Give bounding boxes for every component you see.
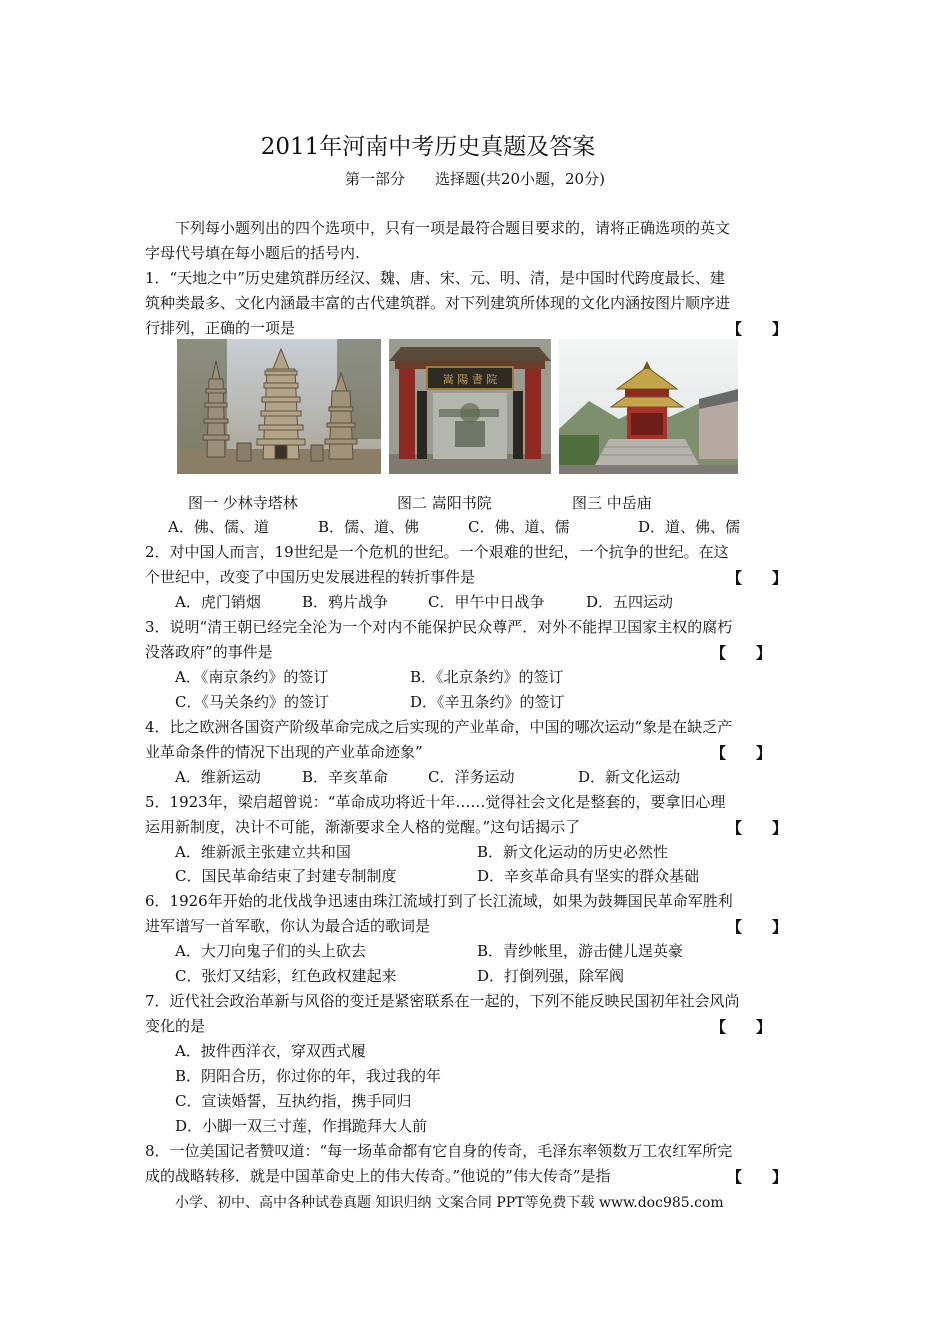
q5-option-b: B．新文化运动的历史必然性 <box>477 843 669 861</box>
q2-option-a: A．虎门销烟 <box>175 593 261 611</box>
q7-option-d: D．小脚一双三寸莲，作揖跪拜大人前 <box>175 1117 428 1135</box>
q4-option-b: B．辛亥革命 <box>302 768 389 786</box>
q2-option-d: D．五四运动 <box>586 593 674 611</box>
q3-option-d: D．《辛丑条约》的签订 <box>410 693 565 711</box>
q4-option-a: A．维新运动 <box>175 768 261 786</box>
page-title: 2011年河南中考历史真题及答案 <box>260 134 596 160</box>
q4-answer-bracket: 【 】 <box>711 744 772 762</box>
q3-line-2: 没落政府”的事件是 <box>145 643 273 661</box>
q6-line-1: 6．1926年开始的北伐战争迅速由珠江流域打到了长江流域，如果为鼓舞国民革命军胜利 <box>145 892 733 910</box>
q4-line-2: 业革命条件的情况下出现的产业革命迹象” <box>145 743 423 761</box>
q1-option-b: B．儒、道、佛 <box>318 518 420 536</box>
q5-line-1: 5．1923年，梁启超曾说：“革命成功将近十年……觉得社会文化是整套的，要拿旧心理 <box>145 793 726 811</box>
q8-line-1: 8．一位美国记者赞叹道：“每一场革命都有它自身的传奇，毛泽东率领数万工农红军所完 <box>145 1142 733 1160</box>
photo-zhongyue-temple <box>559 339 738 474</box>
q3-line-1: 3．说明“清王朝已经完全沦为一个对内不能保护民众尊严．对外不能捍卫国家主权的腐朽 <box>145 618 733 636</box>
q4-line-1: 4．比之欧洲各国资产阶级革命完成之后实现的产业革命，中国的哪次运动“象是在缺乏产 <box>145 718 733 736</box>
q5-answer-bracket: 【 】 <box>727 819 788 837</box>
q2-line-2: 个世纪中，改变了中国历史发展进程的转折事件是 <box>145 568 476 586</box>
q1-caption-1: 图一 少林寺塔林 <box>188 494 298 512</box>
q5-option-c: C．国民革命结束了封建专制制度 <box>175 867 397 885</box>
q3-option-b: B．《北京条约》的签订 <box>410 668 564 686</box>
q8-answer-bracket: 【 】 <box>727 1168 788 1186</box>
photo-songyang-academy <box>389 339 551 474</box>
q2-option-b: B．鸦片战争 <box>302 593 389 611</box>
q2-answer-bracket: 【 】 <box>727 569 788 587</box>
instructions-line-1: 下列每小题列出的四个选项中，只有一项是最符合题目要求的，请将正确选项的英文 <box>175 219 731 237</box>
q4-option-d: D．新文化运动 <box>578 768 681 786</box>
q1-caption-3: 图三 中岳庙 <box>572 494 652 512</box>
q7-answer-bracket: 【 】 <box>711 1018 772 1036</box>
instructions-line-2: 字母代号填在每小题后的括号内. <box>145 244 360 262</box>
q6-option-c: C．张灯又结彩，红色政权建起来 <box>175 967 397 985</box>
q6-option-d: D．打倒列强，除军阀 <box>477 967 625 985</box>
plaque-text: 嵩 陽 書 院 <box>442 373 498 386</box>
q1-line-3: 行排列，正确的一项是 <box>145 319 296 337</box>
q1-line-2: 筑种类最多、文化内涵最丰富的古代建筑群。对下列建筑所体现的文化内涵按图片顺序进 <box>145 294 731 312</box>
q3-answer-bracket: 【 】 <box>711 644 772 662</box>
q7-option-b: B．阴阳合历，你过你的年，我过我的年 <box>175 1067 442 1085</box>
section-subtitle: 第一部分 选择题(共20小题，20分) <box>345 170 605 188</box>
q6-answer-bracket: 【 】 <box>727 918 788 936</box>
q6-line-2: 进军谱写一首军歌，你认为最合适的歌词是 <box>145 917 431 935</box>
q5-option-d: D．辛亥革命具有坚实的群众基础 <box>477 867 700 885</box>
q4-option-c: C．洋务运动 <box>428 768 515 786</box>
q1-option-a: A．佛、儒、道 <box>168 518 269 536</box>
q1-option-c: C．佛、道、儒 <box>468 518 570 536</box>
q1-line-1: 1．“天地之中”历史建筑群历经汉、魏、唐、宋、元、明、清，是中国时代跨度最长、建 <box>145 269 725 287</box>
q7-option-c: C．宣读婚誓，互执约指，携手同归 <box>175 1092 412 1110</box>
q6-option-a: A．大刀向鬼子们的头上砍去 <box>175 942 366 960</box>
q6-option-b: B．青纱帐里，游击健儿逞英豪 <box>477 942 684 960</box>
q3-option-c: C．《马关条约》的签订 <box>175 693 329 711</box>
q7-option-a: A．披件西洋衣，穿双西式履 <box>175 1042 366 1060</box>
q5-option-a: A．维新派主张建立共和国 <box>175 843 351 861</box>
q1-answer-bracket: 【 】 <box>727 320 788 338</box>
q1-caption-2: 图二 嵩阳书院 <box>397 494 492 512</box>
q8-line-2: 成的战略转移．就是中国革命史上的伟大传奇。”他说的”伟大传奇”是指 <box>145 1167 611 1185</box>
footer-download-note: 小学、初中、高中各种试卷真题 知识归纳 文案合同 PPT等免费下载 www.doc985.com <box>175 1195 724 1211</box>
photo-shaolin-pagoda-forest <box>177 339 381 474</box>
q7-line-2: 变化的是 <box>145 1017 206 1035</box>
q3-option-a: A．《南京条约》的签订 <box>175 668 329 686</box>
q5-line-2: 运用新制度，决计不可能，渐渐要求全人格的觉醒。”这句话揭示了 <box>145 818 581 836</box>
q7-line-1: 7．近代社会政治革新与风俗的变迁是紧密联系在一起的，下列不能反映民国初年社会风尚 <box>145 992 740 1010</box>
q2-line-1: 2．对中国人而言，19世纪是一个危机的世纪。一个艰难的世纪，一个抗争的世纪。在这 <box>145 543 729 561</box>
q1-option-d: D．道、佛、儒 <box>638 518 741 536</box>
q2-option-c: C．甲午中日战争 <box>428 593 545 611</box>
